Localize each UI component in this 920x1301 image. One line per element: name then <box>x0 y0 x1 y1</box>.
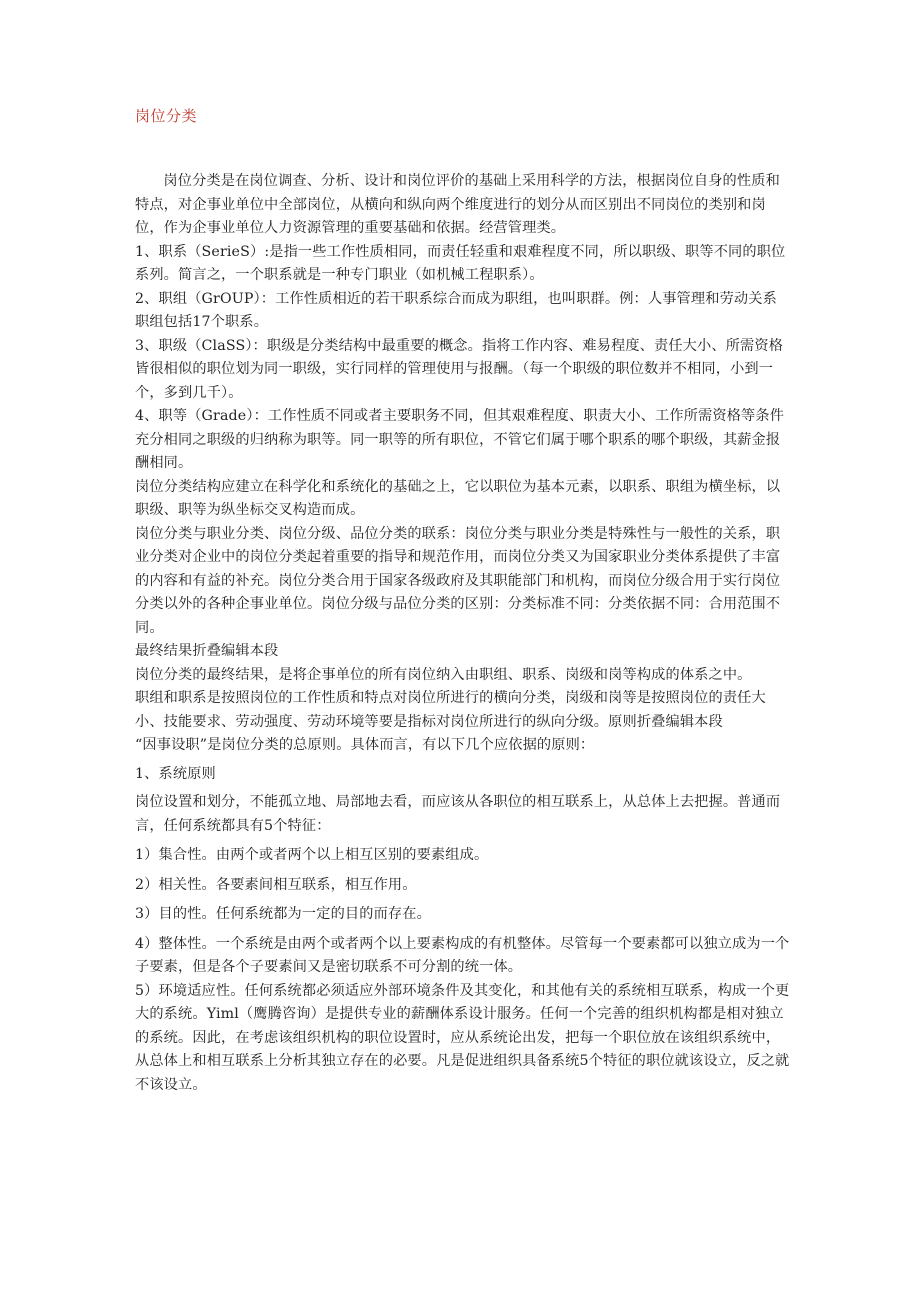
feature-item-3: 3）目的性。任何系统都为一定的目的而存在。 <box>135 906 431 922</box>
feature-item-1: 1）集合性。由两个或者两个以上相互区别的要素组成。 <box>135 847 489 863</box>
feature-item-2: 2）相关性。各要素间相互联系，相互作用。 <box>135 876 417 893</box>
paragraph-system-principle: 岗位设置和划分，不能孤立地、局部地去看，而应该从各职位的相互联系上，从总体上去把握。普通而言，任何系统都具有5个特征： <box>135 794 781 834</box>
paragraph-series: 1、职系（SerieS）:是指一些工作性质相同，而责任轻重和艰难程度不同，所以职级、职等不同的职位系列。简言之，一个职系就是一种专门职业（如机械工程职系）。 <box>135 243 786 283</box>
principle-heading-system: 1、系统原则 <box>135 765 216 782</box>
paragraph-structure: 岗位分类结构应建立在科学化和系统化的基础之上，它以职位为基本元素，以职系、职组为横坐标，以职级、职等为纵坐标交叉构造而成。 <box>135 478 781 518</box>
intro-paragraph: 岗位分类是在岗位调查、分析、设计和岗位评价的基础上采用科学的方法，根据岗位自身的性质和特点，对企事业单位中全部岗位，从横向和纵向两个维度进行的划分从而区别出不同岗位的类别和岗位，作为企事业单位人力资源管理的重要基础和依据。经营管理类。 <box>135 173 780 236</box>
paragraph-relations: 岗位分类与职业分类、岗位分级、品位分类的联系：岗位分类与职业分类是特殊性与一般性的关系，职业分类对企业中的岗位分类起着重要的指导和规范作用，而岗位分类又为国家职业分类体系提供了丰富的内容和有益的补充。岗位分类合用于国家各级政府及其职能部门和机构，而岗位分级合用于实行岗位分类以外的各种企事业单位。岗位分级与品位分类的区别：分类标准不同：分类依据不同：合用范围不同。 <box>135 525 781 636</box>
document-title: 岗位分类 <box>135 107 198 125</box>
paragraph-class: 3、职级（ClaSS）：职级是分类结构中最重要的概念。指将工作内容、难易程度、责任大小、所需资格皆很相似的职位划为同一职级，实行同样的管理使用与报酬。（每一个职级的职位数并不相同，小到一个，多到几千）。 <box>135 337 784 401</box>
feature-item-5: 5）环境适应性。任何系统都必须适应外部环境条件及其变化，和其他有关的系统相互联系，构成一个更大的系统。Yiml（鹰腾咨询）是提供专业的薪酬体系设计服务。任何一个完善的组织机构都是相对独立的系统。因此，在考虑该组织机构的职位设置时，应从系统论出发，把每一个职位放在该组织系统中，从总体上和相互联系上分析其独立存在的必要。凡是促进组织具备系统5个特征的职位就该设立，反之就不该设立。 <box>135 982 790 1093</box>
feature-item-4: 4）整体性。一个系统是由两个或者两个以上要素构成的有机整体。尽管每一个要素都可以独立成为一个子要素，但是各个子要素间又是密切联系不可分割的统一体。 <box>135 935 790 975</box>
paragraph-group: 2、职组（GrOUP）：工作性质相近的若干职系综合而成为职组，也叫职群。例：人事管理和劳动关系职组包括17个职系。 <box>135 290 777 330</box>
section-heading-final-result: 最终结果折叠编辑本段 <box>135 643 279 659</box>
paragraph-grade: 4、职等（Grade）：工作性质不同或者主要职务不同，但其艰难程度、职责大小、工作所需资格等条件充分相同之职级的归纳称为职等。同一职等的所有职位，不管它们属于哪个职系的哪个职级，其薪金报酬相同。 <box>135 408 785 471</box>
paragraph-classification-axes: 职组和职系是按照岗位的工作性质和特点对岗位所进行的横向分类，岗级和岗等是按照岗位的责任大小、技能要求、劳动强度、劳动环境等要是指标对岗位所进行的纵向分级。原则折叠编辑本段 <box>135 690 766 730</box>
paragraph-final-result: 岗位分类的最终结果，是将企事单位的所有岗位纳入由职组、职系、岗级和岗等构成的体系之中。 <box>135 666 752 683</box>
paragraph-general-principle: “因事设职”是岗位分类的总原则。具体而言，有以下几个应依据的原则： <box>135 737 595 753</box>
document-body <box>135 170 790 1097</box>
